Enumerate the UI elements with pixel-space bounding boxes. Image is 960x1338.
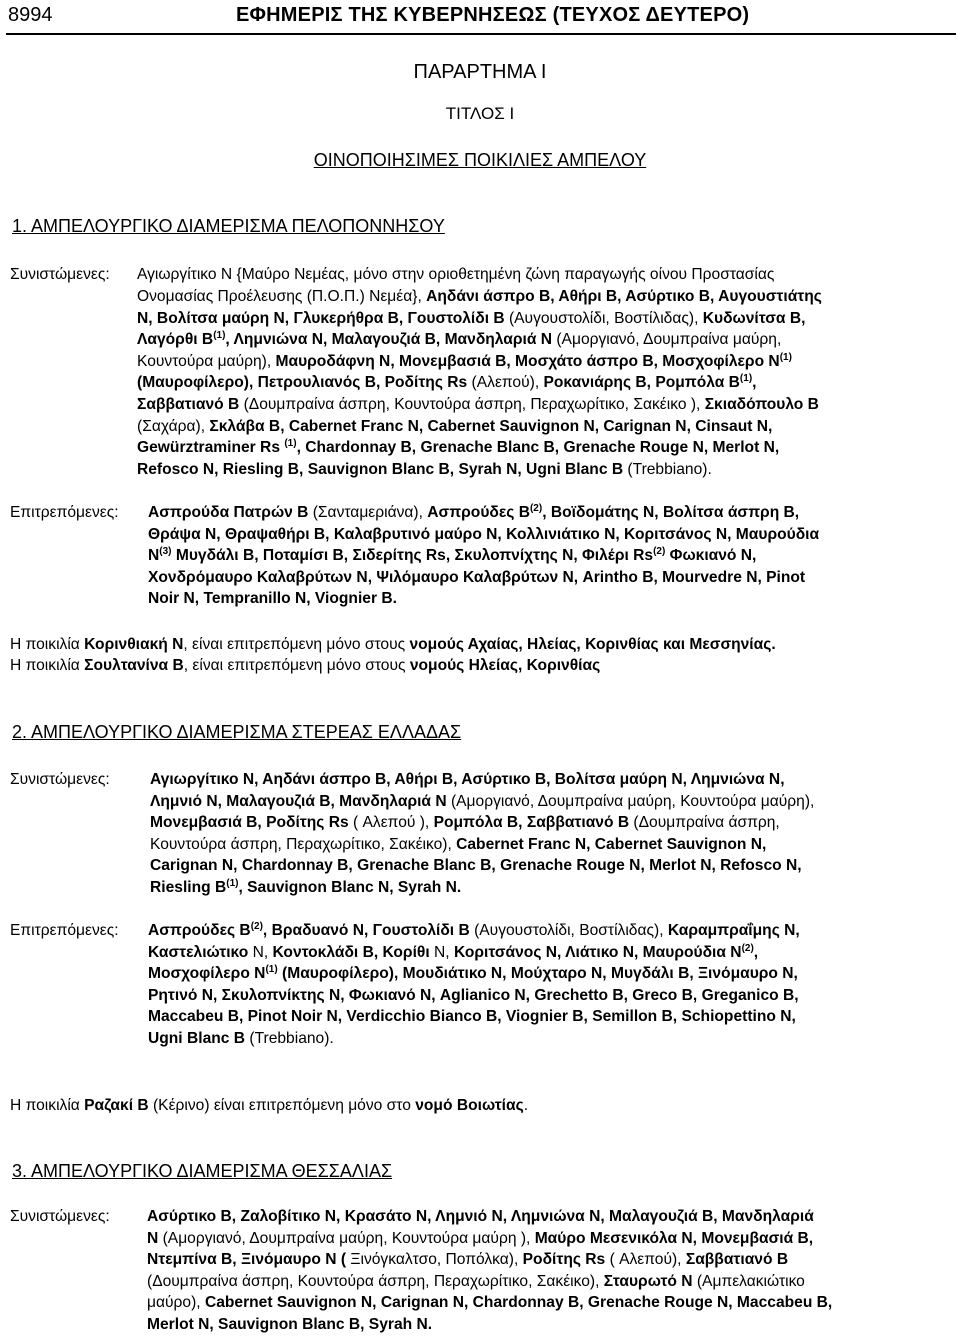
text-line: Λημνιό Ν, Μαλαγουζιά Β, Μανδηλαριά Ν (Αμοργιανό, Δουμπραίνα μαύρη, Κουντούρα μαύρη),	[150, 792, 815, 810]
recommended-varieties-s1-rich	[137, 286, 951, 480]
title-heading: ΤΙΤΛΟΣ Ι	[445, 104, 515, 123]
text-line: Μονεμβασιά Β, Ροδίτης Rs ( Αλεπού ), Ρομπόλα Β, Σαββατιανό Β (Δουμπραίνα άσπρη,	[150, 814, 780, 832]
header-rule	[6, 33, 956, 35]
text-line: Σαββατιανό Β (Δουμπραίνα άσπρη, Κουντούρα άσπρη, Περαχωρίτικο, Σακέικο ), Σκιαδόπουλο Β	[137, 395, 819, 413]
text-line: Ρητινό Ν, Σκυλοπνίκτης Ν, Φωκιανό Ν, Aglianico N, Grechetto B, Greco B, Greganico B,	[148, 986, 799, 1004]
section-heading-peloponnese: 1. ΑΜΠΕΛΟΥΡΓΙΚΟ ΔΙΑΜΕΡΙΣΜΑ ΠΕΛΟΠΟΝΝΗΣΟΥ	[12, 216, 445, 236]
text-line: Gewürztraminer Rs $^{(1)}$, Chardonnay B, Grenache Blanc B, Grenache Rouge N, Merlot N,	[137, 438, 780, 457]
text-line: Μοσχοφίλερο $N^{(1)}$ (Μαυροφίλερο), Μουδιάτικο Ν, Μούχταρο Ν, Μυγδάλι Β, Ξινόμαυρο Ν,	[148, 964, 798, 983]
text-line: Ν (Αμοργιανό, Δουμπραίνα μαύρη, Κουντούρα μαύρη ), Μαύρο Μεσενικόλα Ν, Μονεμβασιά Β,	[147, 1229, 814, 1247]
recommended-label: Συνιστώμενες:	[10, 266, 110, 283]
recommended-varieties-s1	[137, 264, 951, 286]
section-heading-thessaly: 3. ΑΜΠΕΛΟΥΡΓΙΚΟ ΔΙΑΜΕΡΙΣΜΑ ΘΕΣΣΑΛΙΑΣ	[12, 1161, 393, 1181]
page-number: 8994	[8, 4, 53, 26]
text-line: Αγιωργίτικο Ν {Μαύρο Νεμέας, μόνο στην οριοθετημένη ζώνη παραγωγής οίνου Προστασίας	[137, 266, 775, 283]
text-line: Ν, Βολίτσα μαύρη Ν, Γλυκερήθρα Β, Γουστολίδι Β (Αυγουστολίδι, Βοστίλιδας), Κυδωνίτσα Β,	[137, 309, 806, 327]
text-line: Refosco N, Riesling B, Sauvignon Blanc B, Syrah N, Ugni Blanc B (Trebbiano).	[137, 460, 712, 478]
note-razaki: Η ποικιλία Ραζακί Β (Κέρινο) είναι επιτρεπόμενη μόνο στο νομό Βοιωτίας.	[10, 1097, 529, 1114]
text-line: Ντεμπίνα Β, Ξινόμαυρο Ν ( Ξινόγκαλτσο, Ποπόλκα), Ροδίτης Rs ( Αλεπού), Σαββατιανό Β	[147, 1251, 789, 1269]
text-line: Carignan N, Chardonnay B, Grenache Blanc B, Grenache Rouge N, Merlot N, Refosco N,	[150, 857, 802, 875]
text-line: (Σαχάρα), Σκλάβα Β, Cabernet Franc N, Cabernet Sauvignon N, Carignan N, Cinsaut N,	[137, 417, 773, 435]
text-line: Κουντούρα μαύρη), Μαυροδάφνη Ν, Μονεμβασιά Β, Μοσχάτο άσπρο Β, Μοσχοφίλερο $N^{(1)}$	[137, 351, 792, 370]
permitted-label: Επιτρεπόμενες:	[10, 504, 119, 521]
text-line: Αγιωργίτικο Ν, Αηδάνι άσπρο Β, Αθήρι Β, Ασύρτικο Β, Βολίτσα μαύρη Ν, Λημνιώνα Ν,	[150, 771, 785, 788]
section-heading-sterea: 2. ΑΜΠΕΛΟΥΡΓΙΚΟ ΔΙΑΜΕΡΙΣΜΑ ΣΤΕΡΕΑΣ ΕΛΛΑΔΑΣ	[12, 722, 462, 742]
text-line: Ονομασίας Προέλευσης (Π.Ο.Π.) Νεμέα}, Αηδάνι άσπρο Β, Αθήρι Β, Ασύρτικο Β, Αυγουστιάτης	[137, 288, 822, 305]
permitted-label: Επιτρεπόμενες:	[10, 922, 119, 939]
recommended-varieties-s3	[147, 1206, 951, 1336]
annex-heading: ΠΑΡΑΡΤΗΜΑ Ι	[413, 61, 547, 83]
recommended-label: Συνιστώμενες:	[10, 1208, 110, 1225]
text-line: μαύρο), Cabernet Sauvignon N, Carignan N, Chardonnay B, Grenache Rouge N, Maccabeu B,	[147, 1294, 833, 1312]
gazette-title: ΕΦΗΜΕΡΙΣ ΤΗΣ ΚΥΒΕΡΝΗΣΕΩΣ (ΤΕΥΧΟΣ ΔΕΥΤΕΡΟ)	[236, 4, 750, 26]
subtitle-heading: ΟΙΝΟΠΟΙΗΣΙΜΕΣ ΠΟΙΚΙΛΙΕΣ ΑΜΠΕΛΟΥ	[313, 150, 647, 170]
text-line: Λαγόρθι $B^{(1)}$, Λημνιώνα Ν, Μαλαγουζιά Β, Μανδηλαριά Ν (Αμοργιανό, Δουμπραίνα μαύρη,	[137, 330, 782, 349]
text-line: Maccabeu B, Pinot Noir N, Verdicchio Bianco B, Viognier B, Semillon B, Schiopettino N,	[148, 1008, 796, 1026]
text-line: Ugni Blanc B (Trebbiano).	[148, 1029, 334, 1047]
text-line: $N^{(3)}$ Μυγδάλι Β, Ποταμίσι Β, Σιδερίτης Rs, Σκυλοπνίχτης Ν, Φιλέρι Rs$^{(2)}$ Φωκιανό Ν,	[148, 546, 757, 565]
permitted-varieties-s2	[148, 920, 951, 1050]
recommended-label: Συνιστώμενες:	[10, 771, 110, 788]
text-line: Θράψα Ν, Θραψαθήρι Β, Καλαβρυτινό μαύρο Ν, Κολλινιάτικο Ν, Κοριτσάνος Ν, Μαυρούδια	[148, 525, 820, 543]
recommended-varieties-s2	[150, 769, 951, 899]
note-korinthiaki: Η ποικιλία Κορινθιακή Ν, είναι επιτρεπόμενη μόνο στους νομούς Αχαίας, Ηλείας, Κορινθίας και Μεσσηνίας.	[10, 636, 776, 653]
text-line: Merlot N, Sauvignon Blanc B, Syrah N.	[147, 1315, 433, 1333]
page-header	[8, 2, 952, 28]
text-line: Ασπρούδες $B^{(2)}$, Βραδυανό Ν, Γουστολίδι Β (Αυγουστολίδι, Βοστίλιδας), Καραμπραΐμης Ν,	[148, 921, 800, 939]
note-soultanina: Η ποικιλία Σουλτανίνα Β, είναι επιτρεπόμενη μόνο στους νομούς Ηλείας, Κορινθίας	[10, 657, 601, 674]
text-line: Noir N, Tempranillo N, Viognier B.	[148, 590, 397, 608]
text-line: Ασπρούδα Πατρών Β (Σανταμεριάνα), Ασπρούδες $B^{(2)}$, Βοϊδομάτης Ν, Βολίτσα άσπρη Β,	[148, 503, 800, 521]
text-line: (Μαυροφίλερο), Πετρουλιανός Β, Ροδίτης Rs (Αλεπού), Ροκανιάρης Β, Ρομπόλα $B^{(1)}$,	[137, 373, 757, 392]
text-line: Κουντούρα άσπρη, Περαχωρίτικο, Σακέικο), Cabernet Franc N, Cabernet Sauvignon N,	[150, 835, 767, 853]
text-line: Χονδρόμαυρο Καλαβρύτων Ν, Ψιλόμαυρο Καλαβρύτων Ν, Arintho B, Mourvedre N, Pinot	[148, 568, 806, 586]
text-line: Καστελιώτικο Ν, Κοντοκλάδι Β, Κορίθι Ν, Κοριτσάνος Ν, Λιάτικο Ν, Μαυρούδια $N^{(2)}$,	[148, 942, 759, 961]
permitted-varieties-s1	[148, 502, 951, 610]
text-line: Ασύρτικο Β, Ζαλοβίτικο Ν, Κρασάτο Ν, Λημνιό Ν, Λημνιώνα Ν, Μαλαγουζιά Β, Μανδηλαριά	[147, 1208, 814, 1225]
text-line: Riesling $B^{(1)}$, Sauvignon Blanc N, Syrah N.	[150, 877, 462, 896]
text-line: (Δουμπραίνα άσπρη, Κουντούρα άσπρη, Περαχωρίτικο, Σακέικο), Σταυρωτό Ν (Αμπελακιώτικο	[147, 1272, 805, 1290]
